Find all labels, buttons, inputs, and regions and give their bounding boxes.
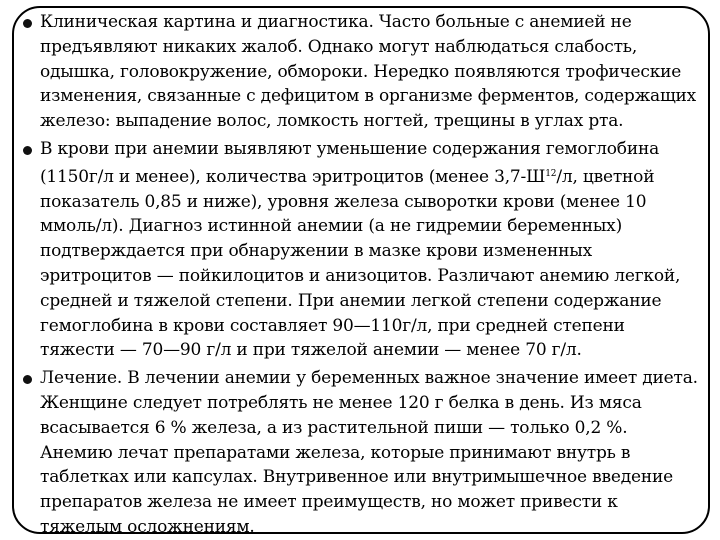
superscript-exponent: 12 [545,168,557,179]
paragraph-blood-tests-text-end: /л, цветной показатель 0,85 и ниже), уровня железа сыворотки крови (менее 10 ммоль/л). Диагноз истинной анемии (а не гидремии беременных) подтверждается при обнаружении в мазке крови измененных эритроцитов — пойкилоцитов и анизоцитов. Различают анемию легкой, средней и тяжелой степени. При анемии легкой степени содержание гемоглобина в крови составляет 90—110г/л, при средней степени тяжести — 70—90 г/л и при тяжелой анемии — менее 70 г/л. [40,166,681,361]
paragraph-diagnostics [22,10,698,134]
bullet-icon [23,375,32,384]
paragraph-treatment [22,366,698,540]
paragraph-treatment-text: Лечение. В лечении анемии у беременных важное значение имеет диета. Женщине следует потреблять не менее 120 г белка в день. Из мяса всасывается 6 % железа, а из растительной пиши — только 0,2 %. Анемию лечат препаратами железа, которые принимают внутрь в таблетках или капсулах. Внутривенное или внутримышечное введение препаратов железа не имеет преимуществ, но может привести к тяжелым осложнениям. [40,368,698,537]
paragraph-blood-tests [22,137,698,363]
slide-content [22,10,698,540]
paragraph-diagnostics-text: Клиническая картина и диагностика. Часто больные с анемией не предъявляют никаких жалоб. Однако могут наблюдаться слабость, одышка, головокружение, обмороки. Нередко появляются трофические изменения, связанные с дефицитом в организме ферментов, содержащих железо: выпадение волос, ломкость ногтей, трещины в углах рта. [40,12,697,132]
bullet-icon [23,19,32,28]
bullet-icon [23,146,32,155]
paragraph-blood-tests-text-start: В крови при анемии выявляют уменьшение содержания гемоглобина (1150г/л и менее), количества эритроцитов (менее 3,7-Ш [40,138,660,187]
